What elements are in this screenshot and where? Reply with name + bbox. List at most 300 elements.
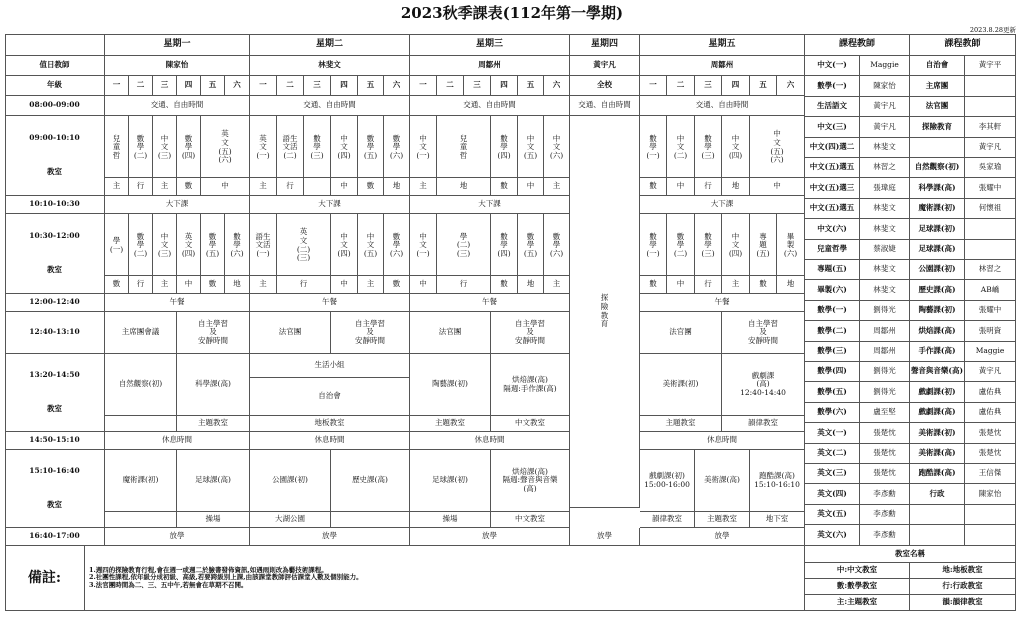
r1-f1: 數 xyxy=(640,178,667,196)
f2-3: 數 學 (三) xyxy=(695,214,722,276)
t1-1: 英 文 (一) xyxy=(250,116,277,178)
teacher-right-name: 吳家瑜 xyxy=(965,158,1016,178)
c-1240-t2: 自主學習 及 安靜時間 xyxy=(331,312,410,354)
teacher-right-name: 黃宇凡 xyxy=(965,138,1016,158)
r4-m2: 操場 xyxy=(177,512,250,528)
teacher-left-name: 黃宇凡 xyxy=(860,117,910,137)
c-1450-f: 休息時間 xyxy=(640,432,805,450)
teacher-right-course: 戲劇課(高) xyxy=(910,403,965,423)
t-1640: 16:40-17:00 xyxy=(5,528,105,546)
w2-5: 數 學 (五) xyxy=(518,214,544,276)
r2-f4: 主 xyxy=(722,276,750,294)
c-1200-m: 午餐 xyxy=(105,294,250,312)
r2-w5: 地 xyxy=(518,276,544,294)
r2-t1: 主 xyxy=(250,276,277,294)
c-1240-m1: 主席團會議 xyxy=(105,312,177,354)
g-th: 全校 xyxy=(570,76,640,96)
teacher-right-course: 跑酷課(高) xyxy=(910,464,965,484)
teacher-left-course: 專題(五) xyxy=(805,260,860,280)
r1-f2: 中 xyxy=(667,178,695,196)
teacher-left-name: 黃宇凡 xyxy=(860,97,910,117)
w1-23: 兒 童 哲 xyxy=(437,116,491,178)
teacher-right-name: 盧佑典 xyxy=(965,403,1016,423)
m2-6: 數 學 (六) xyxy=(225,214,250,276)
m1-56: 英 文 (五) (六) xyxy=(201,116,250,178)
teacher-right-course: 歷史課(高) xyxy=(910,280,965,300)
teacher-right-course: 自然觀察(初) xyxy=(910,158,965,178)
teacher-right-course: 公園課(初) xyxy=(910,260,965,280)
m2-1: 學 (一) xyxy=(105,214,129,276)
teacher-right-name: 黃宇平 xyxy=(965,56,1016,76)
c-1010-w: 大下課 xyxy=(410,196,570,214)
c-1510-w2: 烘焙課(高) 隔週:聲音與音樂 (高) xyxy=(491,450,570,512)
g-f4: 四 xyxy=(722,76,750,96)
duty-tue: 林斐文 xyxy=(250,56,410,76)
teacher-left-name: 李彥勳 xyxy=(860,525,910,545)
teacher-right-name: 張耀中 xyxy=(965,301,1016,321)
g-t5: 五 xyxy=(358,76,384,96)
c-1510-t1: 公園課(初) xyxy=(250,450,331,512)
m1-4: 數 學 (四) xyxy=(177,116,201,178)
teacher-left-course: 英文(一) xyxy=(805,423,860,443)
r4-f3: 地下室 xyxy=(750,512,805,528)
f2-2: 數 學 (二) xyxy=(667,214,695,276)
teacher-right-course: 足球課(高) xyxy=(910,240,965,260)
teacher-right-name: 張楚忱 xyxy=(965,444,1016,464)
r2-t4: 中 xyxy=(331,276,358,294)
duty-fri: 周鄒州 xyxy=(640,56,805,76)
day-fri: 星期五 xyxy=(640,34,805,56)
r4-w2: 中文教室 xyxy=(491,512,570,528)
r3-t: 地板教室 xyxy=(250,416,410,432)
w2-23: 學 (二) (三) xyxy=(437,214,491,276)
c-1010-f: 大下課 xyxy=(640,196,805,214)
t1-3: 數 學 (三) xyxy=(304,116,331,178)
r1-t2: 行 xyxy=(277,178,304,196)
teacher-left-name: 張瑋庭 xyxy=(860,178,910,198)
teacher-right-name xyxy=(965,505,1016,525)
c-1240-t1: 法官團 xyxy=(250,312,331,354)
c-1510-w1: 足球課(初) xyxy=(410,450,491,512)
t-0900: 09:00-10:10 教室 xyxy=(5,116,105,196)
teacher-left-course: 數學(四) xyxy=(805,362,860,382)
r3-m1 xyxy=(105,416,177,432)
teacher-right-course xyxy=(910,138,965,158)
r1-f4: 地 xyxy=(722,178,750,196)
teacher-right-course: 足球課(初) xyxy=(910,219,965,239)
teacher-right-course: 行政 xyxy=(910,484,965,504)
room-legend-item: 地:地板教室 xyxy=(910,563,1016,579)
teacher-right-name: AB嶠 xyxy=(965,280,1016,300)
c-1510-f1: 戲劇課(初) 15:00-16:00 xyxy=(640,450,695,512)
teacher-left-name: 周鄒州 xyxy=(860,342,910,362)
f1-1: 數 學 (一) xyxy=(640,116,667,178)
teacher-left-course: 英文(六) xyxy=(805,525,860,545)
r2-m2: 行 xyxy=(129,276,153,294)
remarks: 1.週四的探險教育行程,會在週一或週二於臉書發佈資訊,如遇雨則改為藝技術課程。 2.社團性課程,依年級分成初級、高級,若要跨級別上課,由該課堂教師評估課堂人數及個別能力。 3.法官團時間為二、三、五中午,若無會在草期不召開。 xyxy=(85,546,805,611)
teacher-left-course: 中文(一) xyxy=(805,56,860,76)
r3-f2: 韻律教室 xyxy=(722,416,805,432)
r4-m1 xyxy=(105,512,177,528)
r4-t1: 大湖公園 xyxy=(250,512,331,528)
teacher-right-course xyxy=(910,505,965,525)
r2-m5: 數 xyxy=(201,276,225,294)
c-1320-t-top: 生活小組 xyxy=(250,354,410,378)
t1-4: 中 文 (四) xyxy=(331,116,358,178)
g-t4: 四 xyxy=(331,76,358,96)
t-1240: 12:40-13:10 xyxy=(5,312,105,354)
g-t1: 一 xyxy=(250,76,277,96)
g-t3: 三 xyxy=(304,76,331,96)
m1-3: 中 文 (三) xyxy=(153,116,177,178)
r2-w6: 主 xyxy=(544,276,570,294)
teacher-right-course: 戲劇課(初) xyxy=(910,382,965,402)
teacher-right-course: 手作課(高) xyxy=(910,342,965,362)
m2-5: 數 學 (五) xyxy=(201,214,225,276)
teacher-left-course: 數學(一) xyxy=(805,76,860,96)
lbl-grade: 年級 xyxy=(5,76,105,96)
r1-t5: 數 xyxy=(358,178,384,196)
teacher-left-name: 張楚忱 xyxy=(860,423,910,443)
t2-5: 中 文 (五) xyxy=(358,214,384,276)
r1-t1: 主 xyxy=(250,178,277,196)
r2-t5: 主 xyxy=(358,276,384,294)
t-1510: 15:10-16:40 教室 xyxy=(5,450,105,528)
hdr-course-teacher-1: 課程教師 xyxy=(805,34,910,56)
f1-3: 數 學 (三) xyxy=(695,116,722,178)
m2-3: 中 文 (三) xyxy=(153,214,177,276)
teacher-left-name: 張楚忱 xyxy=(860,464,910,484)
g-m1: 一 xyxy=(105,76,129,96)
r4-f2: 主題教室 xyxy=(695,512,750,528)
teacher-right-course: 主席團 xyxy=(910,76,965,96)
teacher-right-course: 美術課(高) xyxy=(910,444,965,464)
c-1320-m2: 科學課(高) xyxy=(177,354,250,416)
g-w3: 三 xyxy=(464,76,491,96)
teacher-left-name: 張楚忱 xyxy=(860,444,910,464)
teacher-left-course: 中文(五)選三 xyxy=(805,178,860,198)
g-f3: 三 xyxy=(695,76,722,96)
teacher-right-name xyxy=(965,97,1016,117)
r1-w4: 數 xyxy=(491,178,518,196)
w2-6: 數 學 (六) xyxy=(544,214,570,276)
teacher-right-name: 何懷祖 xyxy=(965,199,1016,219)
r1-m4: 數 xyxy=(177,178,201,196)
r1-f56: 中 xyxy=(750,178,805,196)
teacher-right-course: 烘焙課(高) xyxy=(910,321,965,341)
m1-2: 數 學 (二) xyxy=(129,116,153,178)
duty-mon: 陳家怡 xyxy=(105,56,250,76)
day-wed: 星期三 xyxy=(410,34,570,56)
t-0800: 08:00-09:00 xyxy=(5,96,105,116)
day-tue: 星期二 xyxy=(250,34,410,56)
g-f5: 五 xyxy=(750,76,777,96)
teacher-right-name: Maggie xyxy=(965,342,1016,362)
room-legend-item: 中:中文教室 xyxy=(805,563,910,579)
r1-t6: 地 xyxy=(384,178,410,196)
g-m2: 二 xyxy=(129,76,153,96)
teacher-right-name: 張楚忱 xyxy=(965,423,1016,443)
teacher-right-name: 林習之 xyxy=(965,260,1016,280)
t-1200: 12:00-12:40 xyxy=(5,294,105,312)
c-1510-m1: 魔術課(初) xyxy=(105,450,177,512)
teacher-left-name: 陳家怡 xyxy=(860,76,910,96)
r2-m1: 數 xyxy=(105,276,129,294)
r1-m1: 主 xyxy=(105,178,129,196)
c-0800-m: 交通、自由時間 xyxy=(105,96,250,116)
r4-t2 xyxy=(331,512,410,528)
teacher-left-name: 周鄒州 xyxy=(860,321,910,341)
w1-1: 中 文 (一) xyxy=(410,116,437,178)
f2-4: 中 文 (四) xyxy=(722,214,750,276)
c-1450-t: 休息時間 xyxy=(250,432,410,450)
f1-56: 中 文 (五) (六) xyxy=(750,116,805,178)
t-1030: 10:30-12:00 教室 xyxy=(5,214,105,294)
updated-date: 2023.8.28更新 xyxy=(969,26,1016,34)
r4-w1: 操場 xyxy=(410,512,491,528)
r1-t4: 中 xyxy=(331,178,358,196)
w1-4: 數 學 (四) xyxy=(491,116,518,178)
teacher-right-name: 張明資 xyxy=(965,321,1016,341)
teacher-left-course: 畢製(六) xyxy=(805,280,860,300)
r1-w6: 主 xyxy=(544,178,570,196)
timetable-grid xyxy=(5,34,1016,611)
r1-w23: 地 xyxy=(437,178,491,196)
t1-2: 語生 文活 (二) xyxy=(277,116,304,178)
day-mon: 星期一 xyxy=(105,34,250,56)
c-1640-f: 放學 xyxy=(640,528,805,546)
room-legend-item: 韻:韻律教室 xyxy=(910,595,1016,611)
lbl-duty: 值日教師 xyxy=(5,56,105,76)
teacher-left-course: 數學(五) xyxy=(805,382,860,402)
corner xyxy=(5,34,105,56)
teacher-right-name: 盧佑典 xyxy=(965,382,1016,402)
teacher-left-name: 劉得光 xyxy=(860,301,910,321)
teacher-left-name: 林斐文 xyxy=(860,219,910,239)
c-1320-m1: 自然觀察(初) xyxy=(105,354,177,416)
teacher-left-course: 中文(四)選二 xyxy=(805,138,860,158)
teacher-left-course: 中文(六) xyxy=(805,219,860,239)
lbl-remarks: 備註: xyxy=(5,546,85,611)
r2-w23: 行 xyxy=(437,276,491,294)
t1-5: 數 學 (五) xyxy=(358,116,384,178)
t2-6: 數 學 (六) xyxy=(384,214,410,276)
c-1510-m2: 足球課(高) xyxy=(177,450,250,512)
r1-m3: 主 xyxy=(153,178,177,196)
teacher-right-name: 李其軒 xyxy=(965,117,1016,137)
g-m4: 四 xyxy=(177,76,201,96)
t1-6: 數 學 (六) xyxy=(384,116,410,178)
c-1200-t: 午餐 xyxy=(250,294,410,312)
g-t6: 六 xyxy=(384,76,410,96)
room-legend-item: 主:主題教室 xyxy=(805,595,910,611)
r1-m2: 行 xyxy=(129,178,153,196)
m1-1: 兒 童 哲 xyxy=(105,116,129,178)
t2-23: 英 文 (二) (三) xyxy=(277,214,331,276)
c-1450-w: 休息時間 xyxy=(410,432,570,450)
r2-f2: 中 xyxy=(667,276,695,294)
th-explore: 探 險 教 育 xyxy=(570,116,640,508)
r2-f5: 數 xyxy=(750,276,777,294)
f1-4: 中 文 (四) xyxy=(722,116,750,178)
teacher-left-course: 數學(二) xyxy=(805,321,860,341)
teacher-left-name: 李彥勳 xyxy=(860,505,910,525)
teacher-right-course xyxy=(910,525,965,545)
room-legend-title: 教室名稱 xyxy=(805,546,1016,563)
c-1320-t-bot: 自治會 xyxy=(250,378,410,416)
teacher-right-course: 探險教育 xyxy=(910,117,965,137)
teacher-left-course: 兒童哲學 xyxy=(805,240,860,260)
page-title: 2023秋季課表(112年第一學期) xyxy=(400,4,624,22)
g-m5: 五 xyxy=(201,76,225,96)
c-1510-f2: 美術課(高) xyxy=(695,450,750,512)
g-t2: 二 xyxy=(277,76,304,96)
c-1510-f3: 跑酷課(高) 15:10-16:10 xyxy=(750,450,805,512)
teacher-right-name: 張耀中 xyxy=(965,178,1016,198)
c-1640-th: 放學 xyxy=(570,528,640,546)
teacher-right-name xyxy=(965,525,1016,545)
t2-4: 中 文 (四) xyxy=(331,214,358,276)
g-w4: 四 xyxy=(491,76,518,96)
r4-f1: 韻律教室 xyxy=(640,512,695,528)
f2-5: 專 題 (五) xyxy=(750,214,777,276)
r1-m56: 中 xyxy=(201,178,250,196)
t-1450: 14:50-15:10 xyxy=(5,432,105,450)
g-f2: 二 xyxy=(667,76,695,96)
m2-2: 數 學 (二) xyxy=(129,214,153,276)
teacher-left-name: 盧至堅 xyxy=(860,403,910,423)
r2-f3: 行 xyxy=(695,276,722,294)
room-legend-item: 數:數學教室 xyxy=(805,579,910,595)
teacher-right-name: 黃宇凡 xyxy=(965,362,1016,382)
r1-t3 xyxy=(304,178,331,196)
c-1640-m: 放學 xyxy=(105,528,250,546)
g-f1: 一 xyxy=(640,76,667,96)
c-1240-f2: 自主學習 及 安靜時間 xyxy=(722,312,805,354)
room-legend-item: 行:行政教室 xyxy=(910,579,1016,595)
teacher-left-course: 數學(一) xyxy=(805,301,860,321)
c-1640-t: 放學 xyxy=(250,528,410,546)
t2-1: 語生 文活 (一) xyxy=(250,214,277,276)
g-f6: 六 xyxy=(777,76,805,96)
r1-w5: 中 xyxy=(518,178,544,196)
teacher-right-course: 陶藝課(初) xyxy=(910,301,965,321)
day-thu: 星期四 xyxy=(570,34,640,56)
r3-w2: 中文教室 xyxy=(491,416,570,432)
teacher-left-course: 英文(四) xyxy=(805,484,860,504)
c-1240-m2: 自主學習 及 安靜時間 xyxy=(177,312,250,354)
teacher-right-course: 自治會 xyxy=(910,56,965,76)
r3-m2: 主題教室 xyxy=(177,416,250,432)
r3-f1: 主題教室 xyxy=(640,416,722,432)
r1-w1: 主 xyxy=(410,178,437,196)
duty-thu: 黃宇凡 xyxy=(570,56,640,76)
w1-6: 中 文 (六) xyxy=(544,116,570,178)
c-1450-m: 休息時間 xyxy=(105,432,250,450)
teacher-left-name: 林斐文 xyxy=(860,138,910,158)
teacher-left-course: 中文(五)選五 xyxy=(805,199,860,219)
r2-m6: 地 xyxy=(225,276,250,294)
c-0800-f: 交通、自由時間 xyxy=(640,96,805,116)
teacher-left-course: 英文(二) xyxy=(805,444,860,464)
c-1200-w: 午餐 xyxy=(410,294,570,312)
r3-w1: 主題教室 xyxy=(410,416,491,432)
c-1320-f2: 戲劇課 (高) 12:40-14:40 xyxy=(722,354,805,416)
t-1320: 13:20-14:50 教室 xyxy=(5,354,105,432)
g-w5: 五 xyxy=(518,76,544,96)
c-1240-w1: 法官團 xyxy=(410,312,491,354)
hdr-course-teacher-2: 課程教師 xyxy=(910,34,1016,56)
teacher-right-name xyxy=(965,240,1016,260)
r1-f3: 行 xyxy=(695,178,722,196)
c-1240-f1: 法官團 xyxy=(640,312,722,354)
teacher-right-name: 陳家怡 xyxy=(965,484,1016,504)
teacher-left-name: 林斐文 xyxy=(860,260,910,280)
c-1010-m: 大下課 xyxy=(105,196,250,214)
teacher-left-course: 中文(五)選五 xyxy=(805,158,860,178)
r2-f1: 數 xyxy=(640,276,667,294)
r2-t6: 數 xyxy=(384,276,410,294)
teacher-left-course: 中文(三) xyxy=(805,117,860,137)
duty-wed: 周鄒州 xyxy=(410,56,570,76)
w2-4: 數 學 (四) xyxy=(491,214,518,276)
g-m6: 六 xyxy=(225,76,250,96)
f2-6: 畢 製 (六) xyxy=(777,214,805,276)
teacher-left-name: 劉得光 xyxy=(860,382,910,402)
w1-5: 中 文 (五) xyxy=(518,116,544,178)
r2-t23: 行 xyxy=(277,276,331,294)
teacher-right-name xyxy=(965,76,1016,96)
teacher-left-name: 林習之 xyxy=(860,158,910,178)
g-w6: 六 xyxy=(544,76,570,96)
c-1640-w: 放學 xyxy=(410,528,570,546)
teacher-left-name: 李彥勳 xyxy=(860,484,910,504)
teacher-right-course: 科學課(高) xyxy=(910,178,965,198)
c-1320-w2: 烘焙課(高) 隔週:手作課(高) xyxy=(491,354,570,416)
teacher-left-course: 數學(三) xyxy=(805,342,860,362)
c-1320-f1: 美術課(初) xyxy=(640,354,722,416)
c-0800-t: 交通、自由時間 xyxy=(250,96,410,116)
g-w1: 一 xyxy=(410,76,437,96)
f1-2: 中 文 (二) xyxy=(667,116,695,178)
c-1200-f: 午餐 xyxy=(640,294,805,312)
teacher-left-name: Maggie xyxy=(860,56,910,76)
m2-4: 英 文 (四) xyxy=(177,214,201,276)
c-0800-th: 交通、自由時間 xyxy=(570,96,640,116)
c-1320-w1: 陶藝課(初) xyxy=(410,354,491,416)
teacher-left-course: 英文(三) xyxy=(805,464,860,484)
t-1010: 10:10-10:30 xyxy=(5,196,105,214)
teacher-left-name: 林斐文 xyxy=(860,199,910,219)
r2-w1: 中 xyxy=(410,276,437,294)
f2-1: 數 學 (一) xyxy=(640,214,667,276)
teacher-right-course: 聲音與音樂(高) xyxy=(910,362,965,382)
teacher-left-course: 英文(五) xyxy=(805,505,860,525)
teacher-right-name: 王信傑 xyxy=(965,464,1016,484)
r2-m4: 中 xyxy=(177,276,201,294)
teacher-left-name: 劉得光 xyxy=(860,362,910,382)
teacher-left-course: 數學(六) xyxy=(805,403,860,423)
teacher-left-name: 蔡淑婕 xyxy=(860,240,910,260)
c-0800-w: 交通、自由時間 xyxy=(410,96,570,116)
teacher-right-course: 魔術課(初) xyxy=(910,199,965,219)
w2-1: 中 文 (一) xyxy=(410,214,437,276)
r2-m3: 主 xyxy=(153,276,177,294)
c-1240-w2: 自主學習 及 安靜時間 xyxy=(491,312,570,354)
r2-w4: 數 xyxy=(491,276,518,294)
teacher-right-course: 法官團 xyxy=(910,97,965,117)
c-1010-t: 大下課 xyxy=(250,196,410,214)
